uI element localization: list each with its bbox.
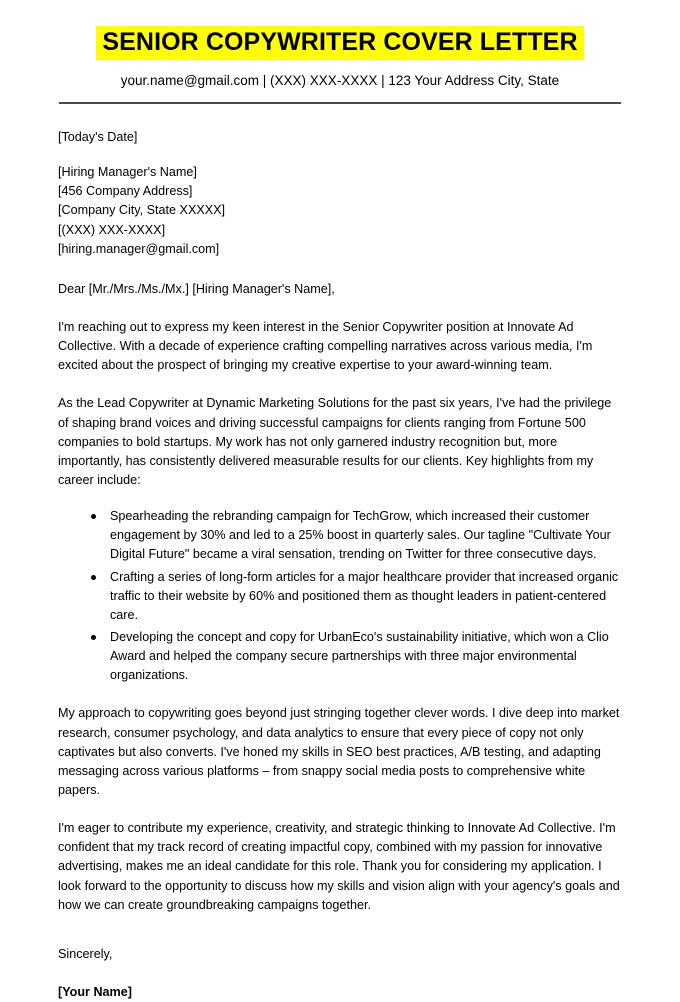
recipient-street: [456 Company Address] — [58, 184, 193, 199]
paragraph-experience: As the Lead Copywriter at Dynamic Marketing Solutions for the past six years, I've had the privilege of shaping brand voices and driving successful campaigns for clients ranging from Fortune 500 companies to bold startups. My work has not only garnered industry recognition but, more importantly, has consistently delivered measurable results for our clients. Key highlights from my career include: — [58, 396, 612, 488]
applicant-contact-line: your.name@gmail.com | (XXX) XXX-XXXX | 123 Your Address City, State — [120, 72, 560, 88]
page-title: SENIOR COPYWRITER COVER LETTER — [96, 26, 583, 60]
paragraph-intro: I'm reaching out to express my keen interest in the Senior Copywriter position at Innovate Ad Collective. With a decade of experience crafting compelling narratives across various media, I'm excited about the prospect of bringing my creative expertise to your award-winning team. — [58, 320, 593, 373]
list-item: Spearheading the rebranding campaign for TechGrow, which increased their customer engagement by 30% and led to a 25% boost in quarterly sales. Our tagline "Cultivate Your Digital Future" became a viral sensation, trending on Twitter for three consecutive days. — [91, 507, 624, 564]
paragraph-closing: I'm eager to contribute my experience, creativity, and strategic thinking to Innovate Ad Collective. I'm confident that my track record of creating impactful copy, combined with my passion for innovative advertising, makes me an ideal candidate for this role. Thank you for considering my application. I look forward to the opportunity to discuss how my skills and vision align with your agency's goals and how we can create groundbreaking campaigns together. — [58, 821, 620, 912]
header-divider — [59, 102, 621, 104]
letter-date: [Today's Date] — [58, 130, 138, 145]
recipient-email: [hiring.manager@gmail.com] — [58, 241, 220, 256]
career-highlights-list — [58, 507, 624, 685]
salutation: Dear [Mr./Mrs./Ms./Mx.] [Hiring Manager's Name], — [58, 281, 335, 296]
sign-off: Sincerely, — [58, 946, 113, 961]
letter-header — [0, 0, 680, 104]
list-item: Crafting a series of long-form articles for a major healthcare provider that increased organic traffic to their website by 60% and positioned them as thought leaders in patient-centered care. — [91, 568, 624, 625]
recipient-phone: [(XXX) XXX-XXXX] — [58, 222, 166, 237]
recipient-name: [Hiring Manager's Name] — [58, 165, 197, 180]
list-item: Developing the concept and copy for UrbanEco's sustainability initiative, which won a Clio Award and helped the company secure partnerships with three major environmental organizations. — [91, 628, 624, 685]
recipient-address-block — [58, 163, 624, 259]
recipient-city-state-zip: [Company City, State XXXXX] — [58, 203, 226, 218]
paragraph-approach: My approach to copywriting goes beyond just stringing together clever words. I dive deep into market research, consumer psychology, and data analytics to ensure that every piece of copy not only captivates but also converts. I've honed my skills in SEO best practices, A/B testing, and adapting messaging across various platforms – from snappy social media posts to comprehensive white papers. — [58, 706, 620, 797]
signature-name: [Your Name] — [58, 984, 132, 999]
letter-body — [0, 128, 680, 1002]
